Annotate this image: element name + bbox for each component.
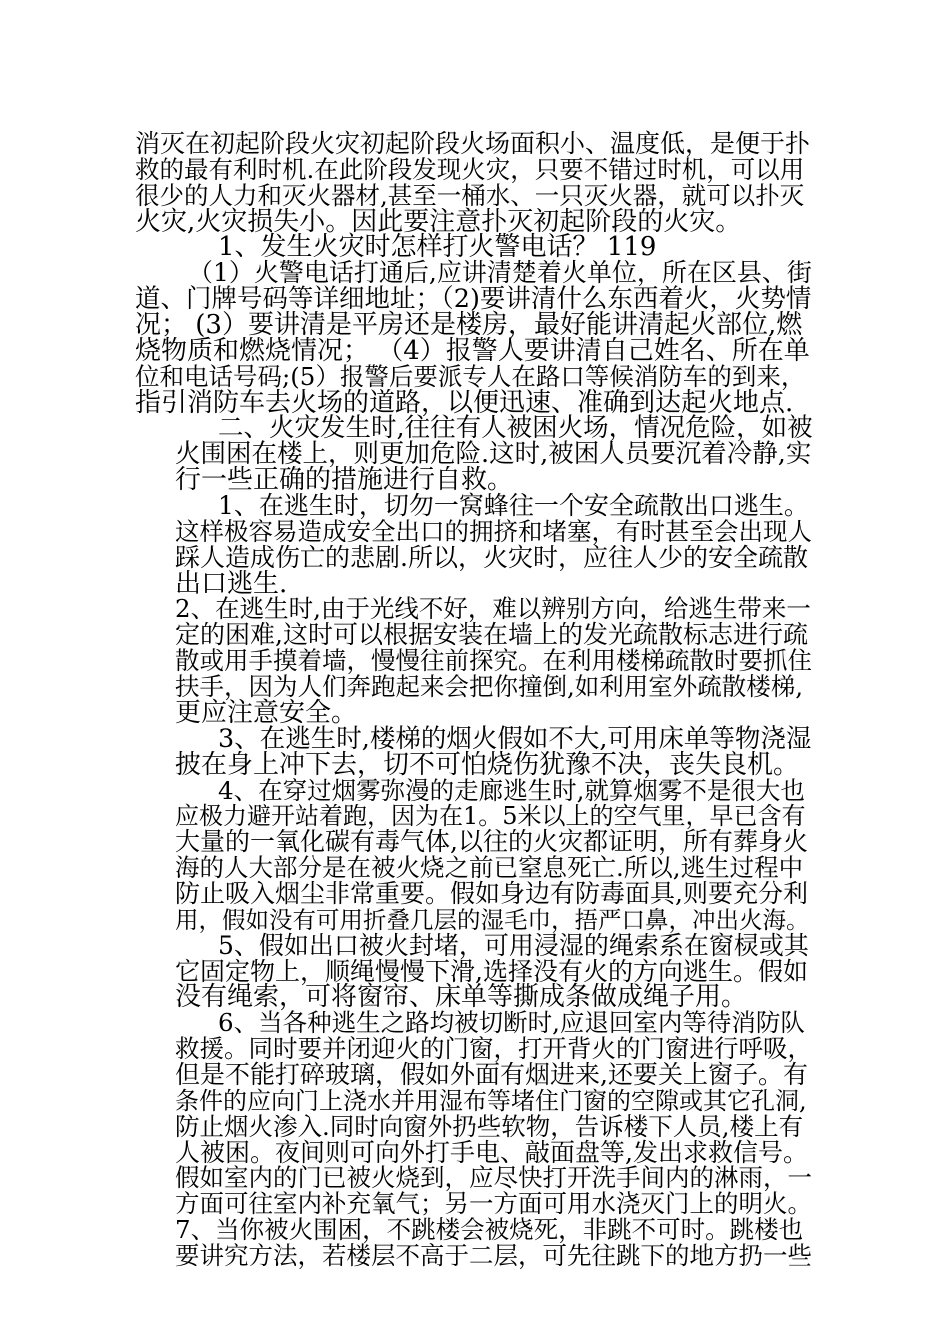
text-line: 扶手，因为人们奔跑起来会把你撞倒,如利用室外疏散楼梯,	[175, 672, 804, 701]
text-line: （1）火警电话打通后,应讲清楚着火单位，所在区县、街	[188, 258, 812, 287]
text-line: 1、发生火灾时怎样打火警电话？ 119	[218, 232, 657, 262]
text-line: 消灭在初起阶段火灾初起阶段火场面积小、温度低，是便于扑	[135, 129, 811, 158]
text-line: 5、假如出口被火封堵，可用浸湿的绳索系在窗棂或其	[218, 931, 809, 960]
text-line: 2、在逃生时,由于光线不好，难以辨别方向，给逃生带来一	[175, 594, 811, 623]
text-line: 指引消防车去火场的道路，以便迅速、准确到达起火地点.	[135, 388, 794, 418]
text-line: 海的人大部分是在被火烧之前已窒息死亡.所以,逃生过程中	[175, 853, 804, 882]
text-line: 没有绳索，可将窗帘、床单等撕成条做成绳子用。	[175, 982, 748, 1012]
text-line: 救援。同时要并闭迎火的门窗，打开背火的门窗进行呼吸，	[175, 1034, 812, 1063]
text-line: 6、当各种逃生之路均被切断时,应退回室内等待消防队	[218, 1008, 805, 1037]
text-line: 火围困在楼上，则更加危险.这时,被困人员要沉着冷静,实	[175, 439, 812, 469]
text-line: 道、门牌号码等详细地址；（2)要讲清什么东西着火，火势情	[135, 284, 812, 314]
text-line: 救的最有利时机.在此阶段发现火灾，只要不错过时机，可以用	[135, 155, 805, 184]
text-line: 假如室内的门已被火烧到，应尽快打开洗手间内的淋雨，一	[175, 1163, 812, 1192]
text-line: 火灾,火灾损失小。因此要注意扑灭初起阶段的火灾。	[135, 207, 742, 237]
text-line: 3、在逃生时,楼梯的烟火假如不大,可用床单等物浇湿	[218, 724, 812, 754]
text-line: 应极力避开站着跑，因为在1。5米以上的空气里，早已含有	[175, 802, 806, 830]
text-line: 披在身上冲下去，切不可怕烧伤犹豫不决，丧失良机。	[175, 750, 800, 780]
text-line: 防止烟火渗入.同时向窗外扔些软物，告诉楼下人员,楼上有	[175, 1112, 804, 1141]
text-line: 二、火灾发生时,往往有人被困火场，情况危险，如被	[218, 413, 813, 443]
text-line: 人被困。夜间则可向外打手电、敲面盘等,发出求救信号。	[175, 1138, 808, 1167]
text-line: 1、在逃生时，切勿一窝蜂往一个安全疏散出口逃生。	[218, 491, 809, 520]
text-line: 大量的一氧化碳有毒气体,以往的火灾都证明，所有葬身火	[175, 827, 808, 856]
text-line: 要讲究方法，若楼层不高于二层，可先往跳下的地方扔一些	[175, 1241, 812, 1270]
text-line: 位和电话号码;(5）报警后要派专人在路口等候消防车的到来，	[135, 362, 806, 391]
text-line: 况； (3）要讲清是平房还是楼房，最好能讲清起火部位,燃	[135, 310, 803, 340]
text-line: 出口逃生.	[175, 569, 288, 599]
text-line: 很少的人力和灭火器材,甚至一桶水、一只灭火器，就可以扑灭	[135, 181, 805, 210]
text-line: 定的困难,这时可以根据安装在墙上的发光疏散标志进行疏	[175, 620, 808, 649]
text-line: 用，假如没有可用折叠几层的湿毛巾，捂严口鼻，冲出火海。	[175, 906, 810, 934]
text-line: 踩人造成伤亡的悲剧.所以，火灾时，应往人少的安全疏散	[175, 543, 808, 572]
text-line: 散或用手摸着墙，慢慢往前探究。在利用楼梯疏散时要抓住	[175, 646, 812, 675]
text-line: 方面可往室内补充氧气；另一方面可用水浇灭门上的明火。	[175, 1189, 812, 1218]
text-line: 防止吸入烟尘非常重要。假如身边有防毒面具,则要充分利	[175, 879, 808, 908]
text-line: 这样极容易造成安全出口的拥挤和堵塞，有时甚至会出现人	[175, 517, 812, 546]
text-line: 7、当你被火围困，不跳楼会被烧死，非跳不可时。跳楼也	[175, 1215, 804, 1244]
text-line: 更应注意安全。	[175, 698, 358, 728]
text-line: 4、在穿过烟雾弥漫的走廊逃生时,就算烟雾不是很大也	[218, 776, 805, 805]
text-line: 但是不能打碎玻璃，假如外面有烟进来,还要关上窗子。有	[175, 1060, 808, 1089]
text-line: 它固定物上，顺绳慢慢下滑,选择没有火的方向逃生。假如	[175, 957, 808, 986]
text-line: 烧物质和燃烧情况； （4）报警人要讲清自己姓名、所在单	[135, 336, 810, 366]
text-line: 条件的应向门上浇水并用湿布等堵住门窗的空隙或其它孔洞,	[175, 1087, 807, 1115]
text-line: 行一些正确的措施进行自救。	[175, 465, 514, 495]
